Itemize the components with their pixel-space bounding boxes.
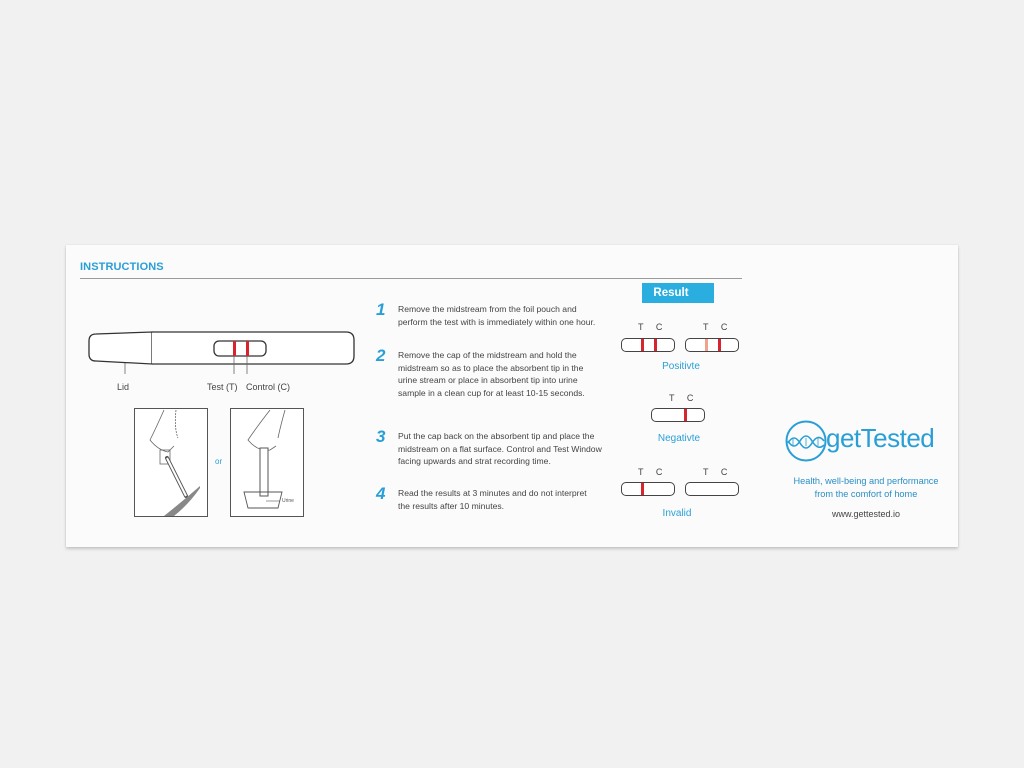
instruction-card (66, 245, 958, 547)
control-line (718, 339, 721, 351)
tc-label: T C (638, 467, 668, 477)
or-label: or (215, 457, 223, 466)
lid-label: Lid (117, 382, 130, 392)
test-label: Test (T) (207, 382, 238, 392)
brand-name (826, 423, 934, 454)
positive-strip-2 (685, 338, 739, 352)
instructions-title: INSTRUCTIONS (80, 261, 164, 273)
tc-label: T C (669, 393, 699, 403)
title-divider (80, 278, 742, 279)
step-2-number: 2 (376, 346, 386, 365)
control-line (684, 409, 687, 421)
step-1-text: Remove the midstream from the foil pouch and perform the test with is immediately within one hour. (398, 304, 596, 327)
step-4-text: Read the results at 3 minutes and do not interpret the results after 10 minutes. (398, 488, 587, 511)
tagline (766, 475, 966, 501)
step-1-number: 1 (376, 300, 386, 319)
invalid-label: Invalid (662, 508, 692, 519)
control-label: Control (C) (246, 382, 291, 392)
tc-label: T C (638, 322, 668, 332)
step-2-text: Remove the cap of the midstream and hold the midstream so as to place the absorbent tip in the urine stream or place in absorbent tip into urine sample in a clean cup for at least 10-15 seconds. (398, 350, 585, 398)
positive-strip-1 (621, 338, 675, 352)
negative-label: Negativte (657, 433, 701, 444)
tc-label: T C (703, 322, 733, 332)
positive-label: Positivte (662, 361, 700, 372)
urine-label: Urine (282, 498, 294, 504)
invalid-strip-2 (685, 482, 739, 496)
control-line (654, 339, 657, 351)
brand-prefix: get (826, 423, 861, 453)
dna-logo-icon (784, 419, 830, 465)
step-3-number: 3 (376, 427, 386, 446)
result-header: Result (642, 283, 714, 303)
step-3-text: Put the cap back on the absorbent tip and place the midstream on a flat surface. Control and Test Window facing upwards and strat recording time. (398, 431, 602, 466)
tc-label: T C (703, 467, 733, 477)
test-line (641, 339, 644, 351)
tagline-line-2: from the comfort of home (814, 489, 918, 499)
invalid-strip-1 (621, 482, 675, 496)
tagline-line-1: Health, well-being and performance (793, 476, 939, 486)
test-line (641, 483, 644, 495)
website-url[interactable]: www.gettested.io (831, 509, 901, 519)
faint-test-line (705, 339, 708, 351)
brand-suffix: Tested (860, 423, 935, 453)
negative-strip (651, 408, 705, 422)
stream-illustration (134, 408, 209, 518)
step-4-number: 4 (376, 484, 386, 503)
